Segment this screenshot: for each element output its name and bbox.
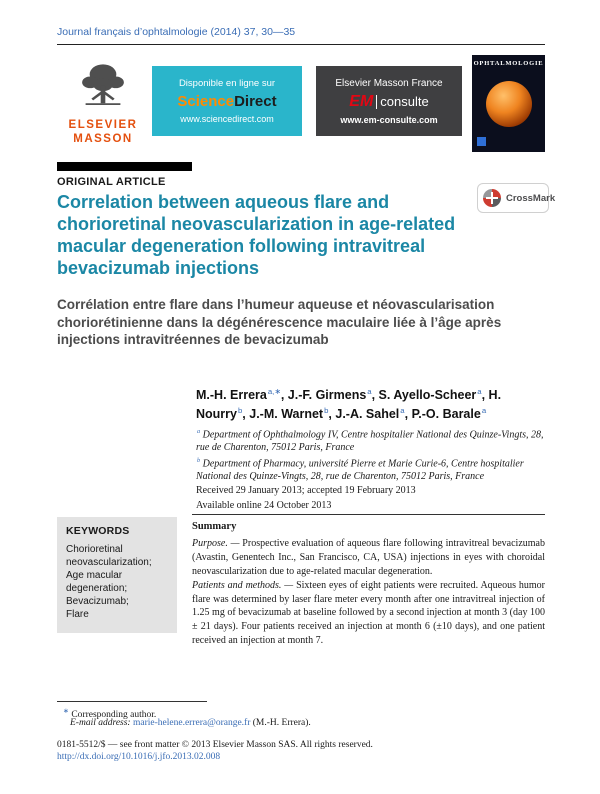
section-divider-bar bbox=[57, 162, 192, 171]
available-online-date: Available online 24 October 2013 bbox=[196, 499, 332, 511]
footnote-star: ∗ bbox=[63, 707, 69, 715]
corresponding-author-text: Corresponding author. bbox=[71, 710, 157, 721]
summary-section bbox=[192, 520, 545, 648]
author-affiliation-sup: a bbox=[400, 405, 405, 415]
elsevier-wordmark-line1: ELSEVIER bbox=[68, 119, 138, 131]
affiliations bbox=[196, 428, 546, 487]
sciencedirect-logo-science: Science bbox=[177, 93, 235, 110]
author-name: P.-O. Barale$^a$ bbox=[411, 405, 487, 422]
summary-divider bbox=[192, 514, 545, 515]
footnote-divider bbox=[57, 701, 207, 702]
keywords-heading: KEYWORDS bbox=[66, 525, 130, 537]
em-consulte-banner bbox=[316, 66, 462, 136]
author-affiliation-sup: a bbox=[481, 405, 487, 415]
sciencedirect-tagline: Disponible en ligne sur bbox=[178, 78, 276, 89]
cover-fundus-image bbox=[486, 81, 532, 127]
cover-journal-title: OPHTALMOLOGIE bbox=[473, 60, 544, 67]
purpose-text: Prospective evaluation of aqueous flare following intravitreal bevacizumab (Avastin, Genentech Inc., San Francisco, CA, USA) injections in eyes with choroidal neovascularization due to age-related macular degeneration. bbox=[192, 538, 545, 578]
sciencedirect-banner bbox=[152, 66, 302, 136]
author-affiliation-sup: a,∗ bbox=[267, 387, 281, 396]
affiliation-a-sup: a bbox=[197, 428, 201, 435]
methods-text: Sixteen eyes of eight patients were recruited. Aqueous humor flare was determined by laser flare meter every month after one intravitreal injection of 1.25 mg of bevacizumab at baseline followed by a second injection at month 3 (day 100 ± 21 days). Four patients received an injection at month 6 (±10 days), and one patient received an injection at month 7. bbox=[192, 579, 546, 647]
author-list: M.-H. Errera$^{a,∗}$, J.-F. Girmens$^a$, S. Ayello-Scheer$^a$, H. Nourry$^b$, J.-M. Warnet$^b$, J.-A. Sahel$^a$, P.-O. Barale$^a$ bbox=[196, 387, 502, 422]
author-name: S. Ayello-Scheer$^a$ bbox=[378, 387, 482, 403]
em-consulte-logo bbox=[349, 94, 428, 110]
em-banner-title: Elsevier Masson France bbox=[335, 77, 443, 89]
article-type-label: ORIGINAL ARTICLE bbox=[57, 176, 166, 188]
summary-purpose-paragraph bbox=[192, 537, 545, 578]
crossmark-label: CrossMark bbox=[506, 192, 556, 204]
keyword: Age macular degeneration; bbox=[66, 569, 128, 594]
author-affiliation-sup: a bbox=[477, 387, 482, 396]
email-suffix: (M.-H. Errera). bbox=[252, 718, 311, 728]
keywords-box bbox=[57, 517, 177, 633]
article-title-english: Correlation between aqueous flare and chorioretinal neovascularization in age-related macular degeneration following intravitreal bevacizumab injections bbox=[57, 192, 456, 278]
affiliation-b-text: Department of Pharmacy, université Pierre et Marie Curie-6, Centre hospitalier National des Quinze-Vingts, 28, rue de Charenton, 75012 Paris, France bbox=[196, 458, 524, 483]
received-accepted-dates: Received 29 January 2013; accepted 19 February 2013 bbox=[196, 485, 416, 496]
sciencedirect-logo-direct: Direct bbox=[234, 93, 277, 110]
author-affiliation-sup: a bbox=[367, 387, 372, 396]
journal-citation-link[interactable]: Journal français d’ophtalmologie (2014) 37, 30—35 bbox=[57, 26, 296, 38]
affiliation-b-sup: b bbox=[197, 457, 201, 465]
author-name: J.-M. Warnet$^b$ bbox=[249, 405, 329, 422]
author-affiliation-sup: b bbox=[237, 405, 243, 415]
journal-cover-thumbnail bbox=[472, 55, 545, 152]
email-link[interactable]: marie-helene.errera@orange.fr bbox=[132, 718, 251, 728]
em-logo-divider bbox=[376, 95, 377, 109]
summary-methods-paragraph bbox=[192, 579, 545, 648]
masthead-divider bbox=[57, 44, 545, 45]
copyright-line: 0181-5512/$ — see front matter © 2013 Elsevier Masson SAS. All rights reserved. bbox=[57, 740, 373, 750]
author-name: J.-F. Girmens$^a$ bbox=[287, 387, 372, 403]
em-logo-consulte: consulte bbox=[380, 94, 429, 109]
summary-heading: Summary bbox=[192, 521, 237, 532]
em-consulte-url-link[interactable]: www.em-consulte.com bbox=[340, 114, 438, 125]
elsevier-wordmark-line2: MASSON bbox=[73, 132, 133, 145]
author-name: H. Nourry$^b$ bbox=[196, 388, 502, 422]
keyword: Flare bbox=[66, 608, 89, 620]
purpose-label: Purpose. — bbox=[192, 538, 240, 550]
author-name: M.-H. Errera$^{a,∗}$ bbox=[196, 387, 281, 403]
sciencedirect-logo bbox=[177, 94, 276, 109]
methods-label: Patients and methods. — bbox=[192, 579, 294, 591]
keyword: Chorioretinal neovascularization; bbox=[66, 543, 152, 568]
em-logo-em: EM bbox=[349, 92, 374, 110]
affiliation-a-text: Department of Ophthalmology IV, Centre hospitalier National des Quinze-Vingts, 28, rue de Charenton, 75012 Paris, France bbox=[196, 429, 544, 453]
author-name: J.-A. Sahel$^a$ bbox=[335, 405, 405, 422]
article-title-french: Corrélation entre flare dans l’humeur aqueuse et néovascularisation choriorétinienne dans la dégénérescence maculaire liée à l’âge après injections intravitréennes de bevacizumab bbox=[57, 297, 502, 348]
affiliation-b bbox=[196, 457, 546, 483]
sciencedirect-url-link[interactable]: www.sciencedirect.com bbox=[180, 114, 274, 124]
author-affiliation-sup: b bbox=[324, 405, 329, 415]
email-line bbox=[70, 718, 311, 728]
doi-link[interactable]: http://dx.doi.org/10.1016/j.jfo.2013.02.008 bbox=[57, 752, 221, 762]
elsevier-masson-logo bbox=[58, 56, 148, 154]
elsevier-tree-icon bbox=[74, 56, 132, 118]
affiliation-a bbox=[196, 428, 546, 454]
article-dates bbox=[196, 484, 416, 513]
email-label: E-mail address: bbox=[70, 718, 131, 728]
cover-publisher-mark bbox=[477, 137, 486, 146]
keyword: Bevacizumab; bbox=[66, 595, 129, 607]
